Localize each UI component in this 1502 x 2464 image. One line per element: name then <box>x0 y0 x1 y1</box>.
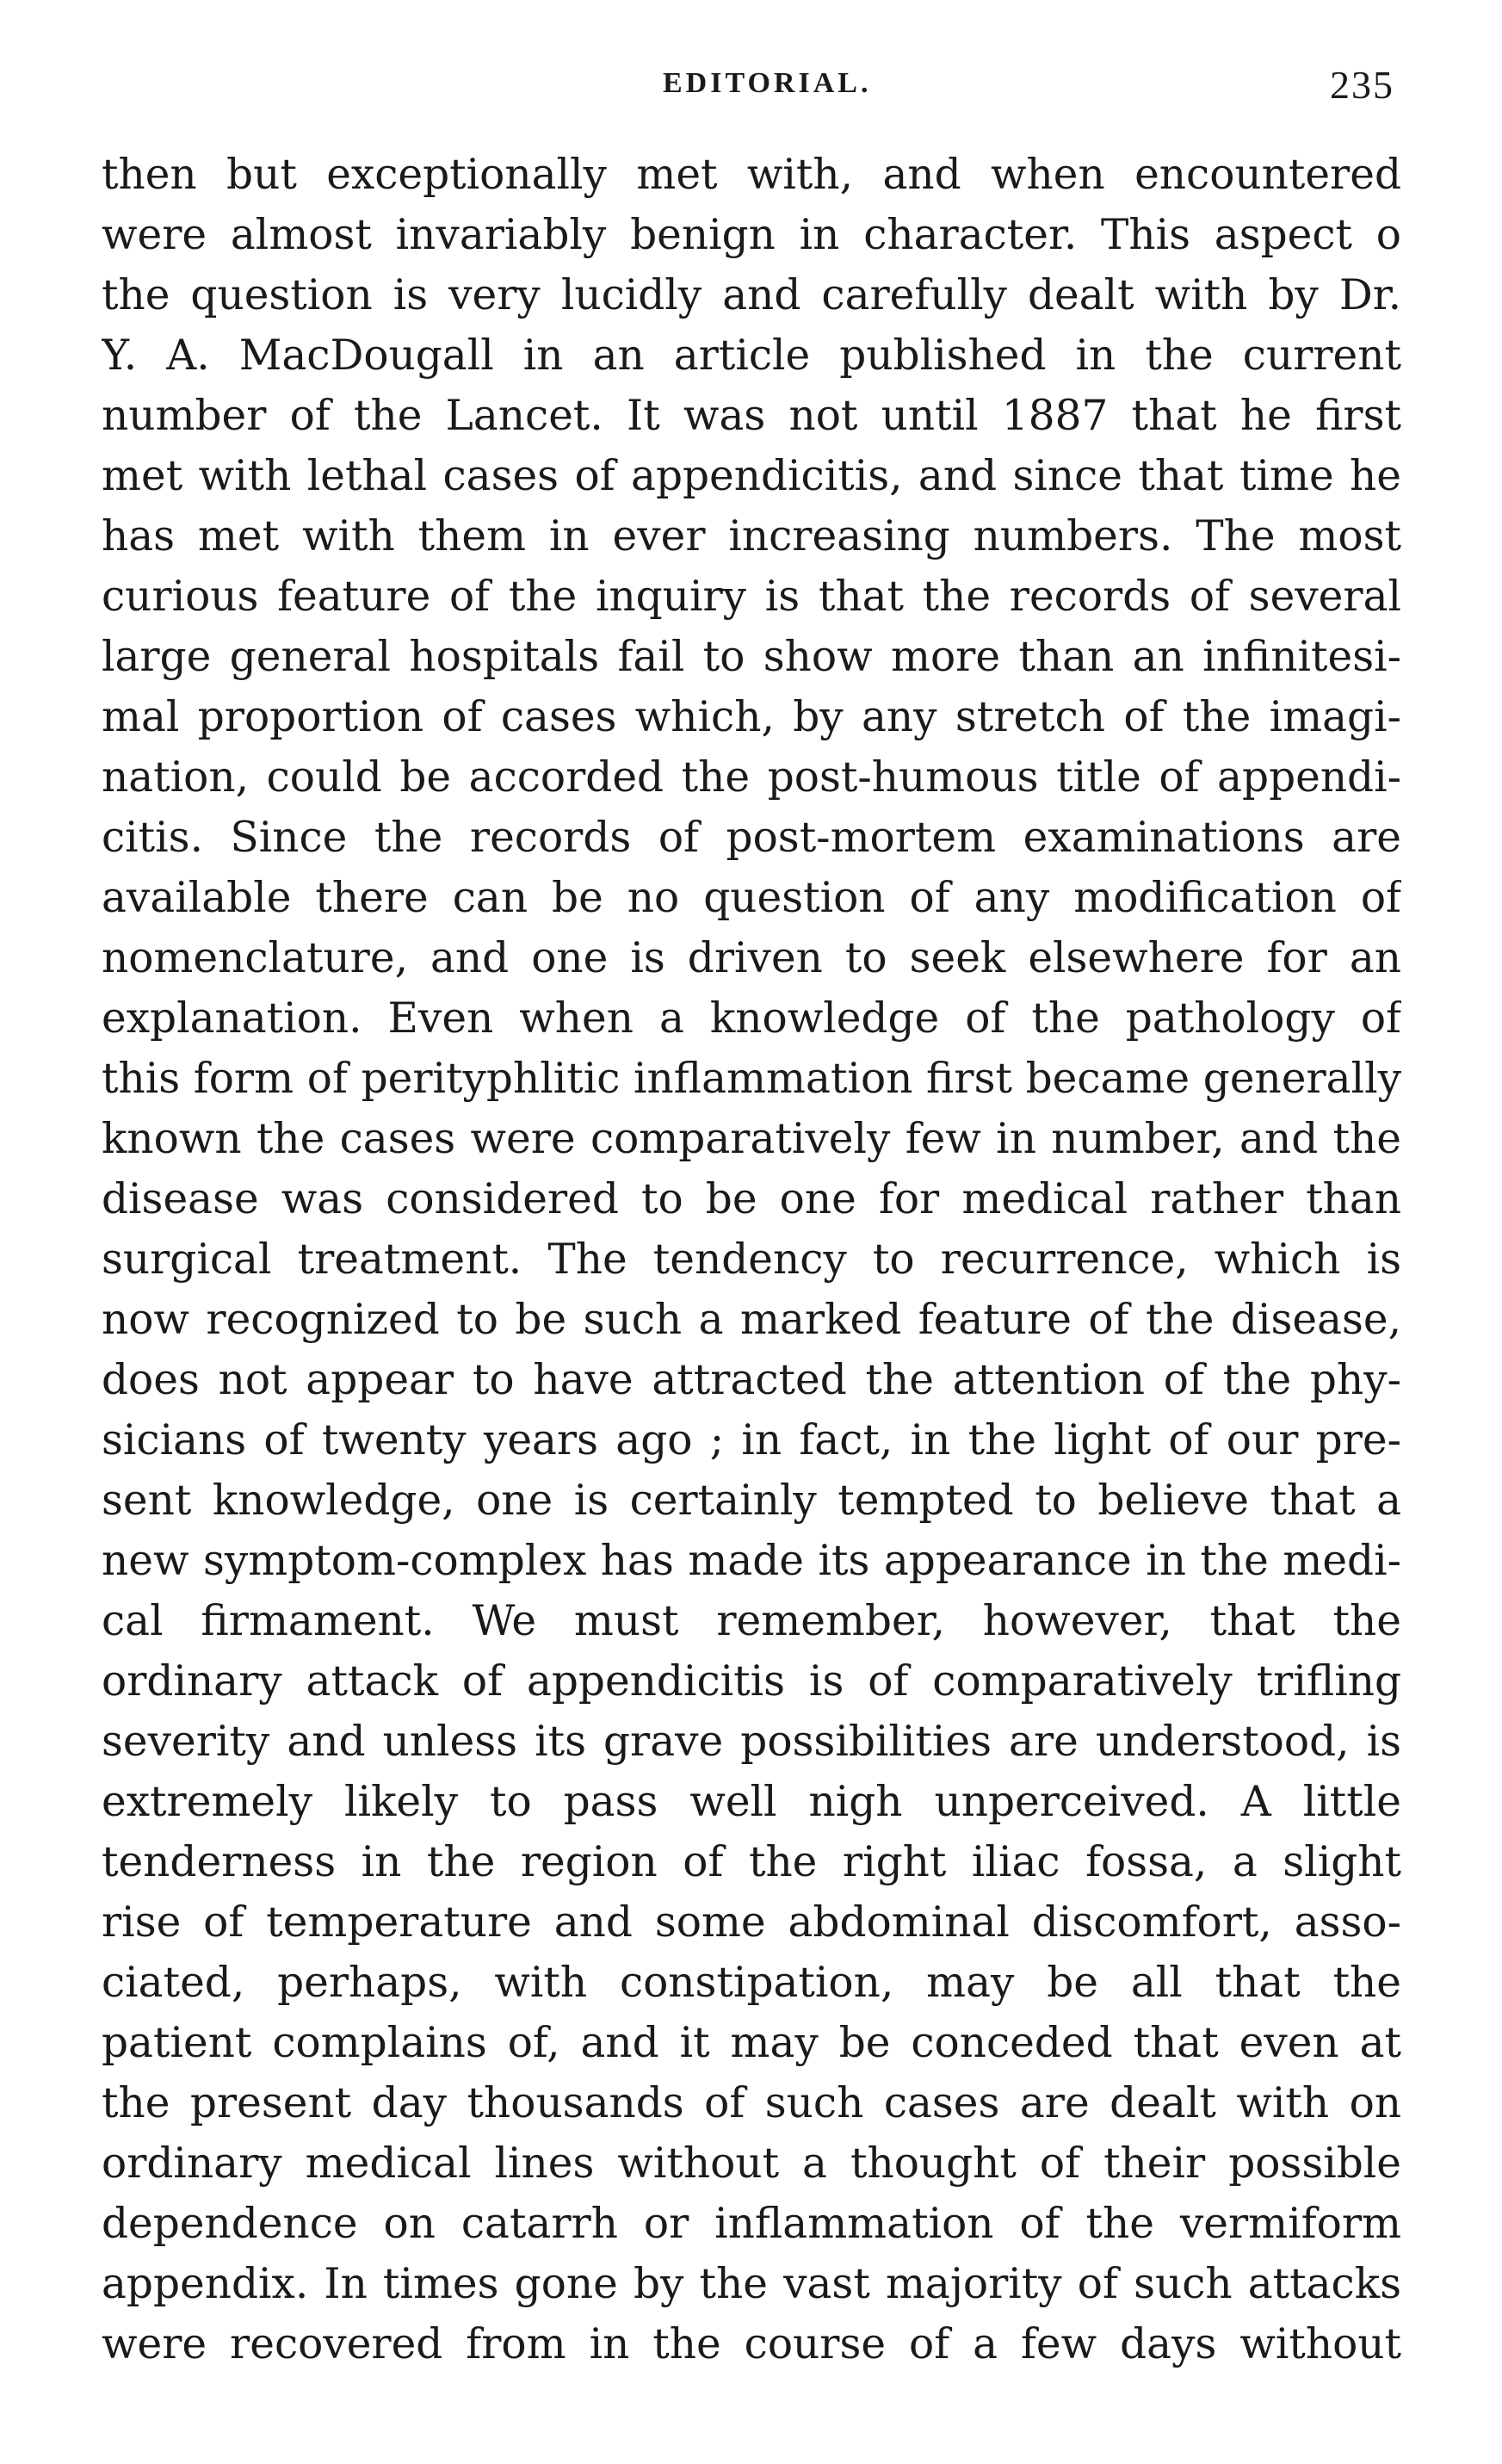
text-line-18: disease was considered to be one for medical rather than <box>102 1175 1401 1223</box>
text-line-2: were almost invariably benign in character. This aspect o <box>102 211 1401 259</box>
text-line-1: then but exceptionally met with, and when encountered <box>102 151 1401 199</box>
text-line-28: extremely likely to pass well nigh unperceived. A little <box>102 1778 1401 1826</box>
text-line-27: severity and unless its grave possibilities are understood, is <box>102 1718 1401 1766</box>
text-line-23: sent knowledge, one is certainly tempted to believe that a <box>102 1477 1401 1525</box>
text-line-21: does not appear to have attracted the attention of the phy- <box>102 1356 1401 1404</box>
text-line-33: the present day thousands of such cases are dealt with on <box>102 2079 1401 2127</box>
text-line-6: met with lethal cases of appendicitis, and since that time he <box>102 452 1401 500</box>
text-line-8: curious feature of the inquiry is that the records of several <box>102 573 1401 621</box>
running-head <box>0 63 1502 119</box>
text-line-22: sicians of twenty years ago ; in fact, in the light of our pre- <box>102 1416 1401 1464</box>
text-line-3: the question is very lucidly and carefully dealt with by Dr. <box>102 271 1401 319</box>
text-line-9: large general hospitals fail to show more than an infinitesi- <box>102 633 1401 681</box>
text-line-5: number of the Lancet. It was not until 1887 that he first <box>102 392 1401 440</box>
text-line-11: nation, could be accorded the post-humous title of appendi- <box>102 753 1401 802</box>
text-line-30: rise of temperature and some abdominal discomfort, asso- <box>102 1898 1401 1947</box>
body-text <box>102 145 1401 2374</box>
text-line-36: appendix. In times gone by the vast majority of such attacks <box>102 2260 1401 2308</box>
text-line-26: ordinary attack of appendicitis is of comparatively trifling <box>102 1657 1401 1706</box>
text-line-13: available there can be no question of any modification of <box>102 874 1401 922</box>
text-line-17: known the cases were comparatively few in number, and the <box>102 1115 1401 1163</box>
text-line-29: tenderness in the region of the right iliac fossa, a slight <box>102 1838 1401 1886</box>
text-line-14: nomenclature, and one is driven to seek elsewhere for an <box>102 934 1401 982</box>
text-line-25: cal firmament. We must remember, however, that the <box>102 1597 1401 1645</box>
text-line-32: patient complains of, and it may be conceded that even at <box>102 2019 1401 2067</box>
running-title: EDITORIAL. <box>663 67 872 99</box>
text-line-12: citis. Since the records of post-mortem examinations are <box>102 814 1401 862</box>
page-number: 235 <box>1330 63 1394 107</box>
text-line-37: were recovered from in the course of a few days without <box>102 2320 1401 2368</box>
text-line-15: explanation. Even when a knowledge of the pathology of <box>102 994 1401 1043</box>
text-line-4: Y. A. MacDougall in an article published in the current <box>102 331 1401 380</box>
text-line-24: new symptom-complex has made its appearance in the medi- <box>102 1537 1401 1585</box>
text-line-16: this form of perityphlitic inflammation first became generally <box>102 1055 1401 1103</box>
text-line-10: mal proportion of cases which, by any stretch of the imagi- <box>102 693 1401 741</box>
text-line-20: now recognized to be such a marked feature of the disease, <box>102 1296 1401 1344</box>
text-line-19: surgical treatment. The tendency to recurrence, which is <box>102 1235 1401 1284</box>
text-line-31: ciated, perhaps, with constipation, may be all that the <box>102 1959 1401 2007</box>
text-line-7: has met with them in ever increasing numbers. The most <box>102 512 1401 560</box>
text-line-35: dependence on catarrh or inflammation of the vermiform <box>102 2200 1401 2248</box>
text-line-34: ordinary medical lines without a thought of their possible <box>102 2139 1401 2188</box>
